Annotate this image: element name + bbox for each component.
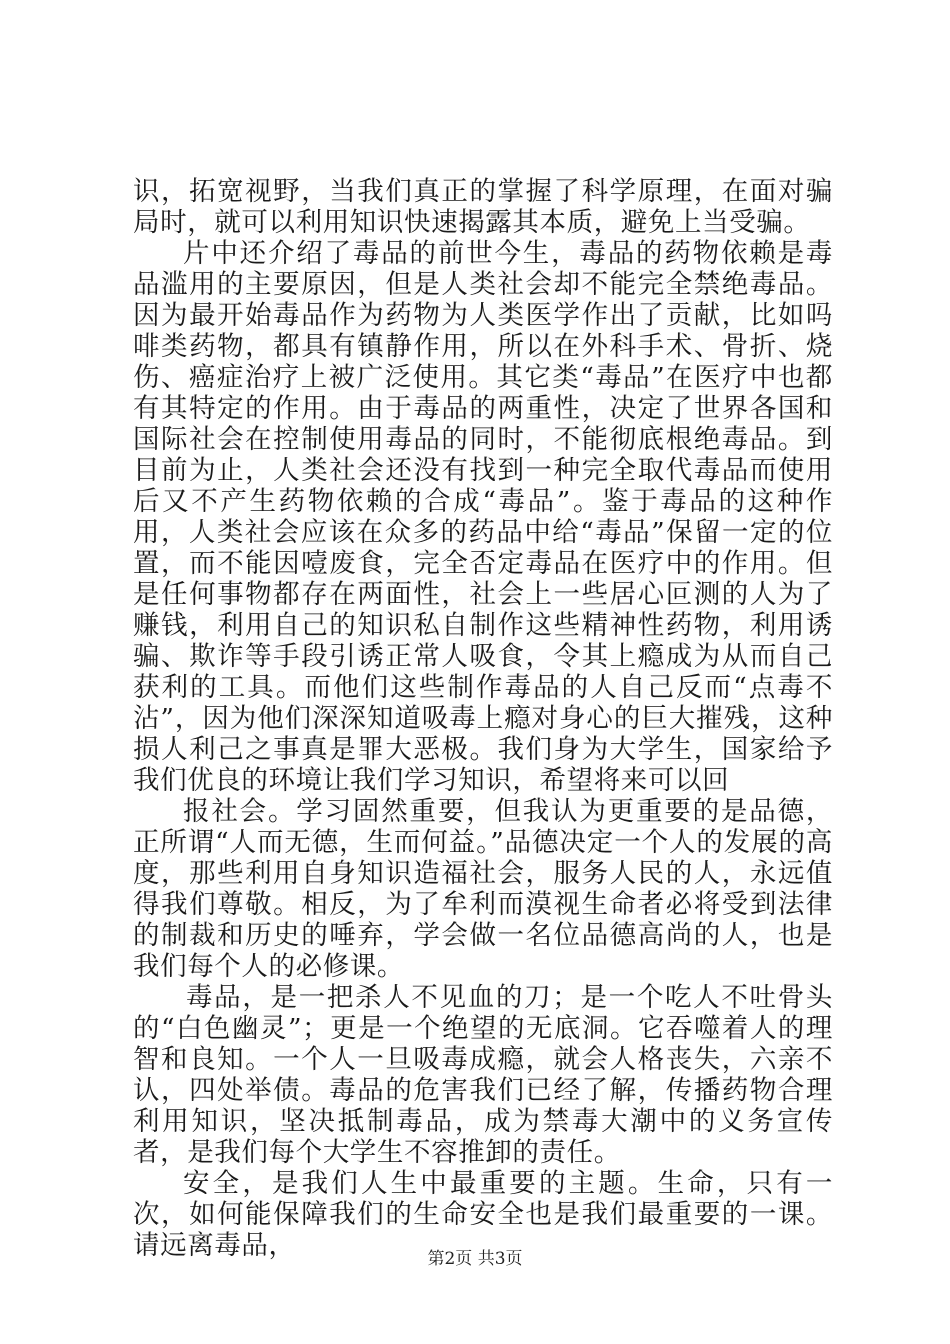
paragraph-drug-history: 片中还介绍了毒品的前世今生，毒品的药物依赖是毒品滥用的主要原因，但是人类社会却不能完全禁绝毒品。因为最开始毒品作为药物为人类医学作出了贡献，比如吗啡类药物，都具有镇静作用，所以在外科手术、骨折、烧伤、癌症治疗上被广泛使用。其它类“毒品”在医疗中也都有其特定的作用。由于毒品的两重性，决定了世界各国和国际社会在控制使用毒品的同时，不能彻底根绝毒品。到目前为止，人类社会还没有找到一种完全取代毒品而使用后又不产生药物依赖的合成“毒品”。鉴于毒品的这种作用，人类社会应该在众多的药品中给“毒品”保留一定的位置，而不能因噎废食，完全否定毒品在医疗中的作用。但是任何事物都存在两面性，社会上一些居心叵测的人为了赚钱，利用自己的知识私自制作这些精神性药物，利用诱骗、欺诈等手段引诱正常人吸食，令其上瘾成为从而自己获利的工具。而他们这些制作毒品的人自己反而“点毒不沾”，因为他们深深知道吸毒上瘾对身心的巨大摧残，这种损人利己之事真是罪大恶极。我们身为大学生，国家给予我们优良的环境让我们学习知识，希望将来可以回: [133, 238, 833, 796]
paragraph-drug-harm: 毒品，是一把杀人不见血的刀；是一个吃人不吐骨头的“白色幽灵”；更是一个绝望的无底洞。它吞噬着人的理智和良知。一个人一旦吸毒成瘾，就会人格丧失，六亲不认，四处举债。毒品的危害我们已经了解，传播药物合理利用知识，坚决抵制毒品，成为禁毒大潮中的义务宣传者，是我们每个大学生不容推卸的责任。: [133, 982, 833, 1168]
document-body: [133, 176, 833, 1261]
paragraph-continuation: 识，拓宽视野，当我们真正的掌握了科学原理，在面对骗局时，就可以利用知识快速揭露其本质，避免上当受骗。: [133, 176, 833, 238]
page-number-footer: 第2页 共3页: [427, 1249, 523, 1269]
paragraph-morality: 报社会。学习固然重要，但我认为更重要的是品德，正所谓“人而无德，生而何益。”品德决定一个人的发展的高度，那些利用自身知识造福社会，服务人民的人，永远值得我们尊敬。相反，为了牟利而漠视生命者必将受到法律的制裁和历史的唾弃，学会做一名位品德高尚的人，也是我们每个人的必修课。: [133, 796, 833, 982]
paragraph-safety: 安全，是我们人生中最重要的主题。生命，只有一次，如何能保障我们的生命安全也是我们最重要的一课。请远离毒品，: [133, 1168, 833, 1261]
